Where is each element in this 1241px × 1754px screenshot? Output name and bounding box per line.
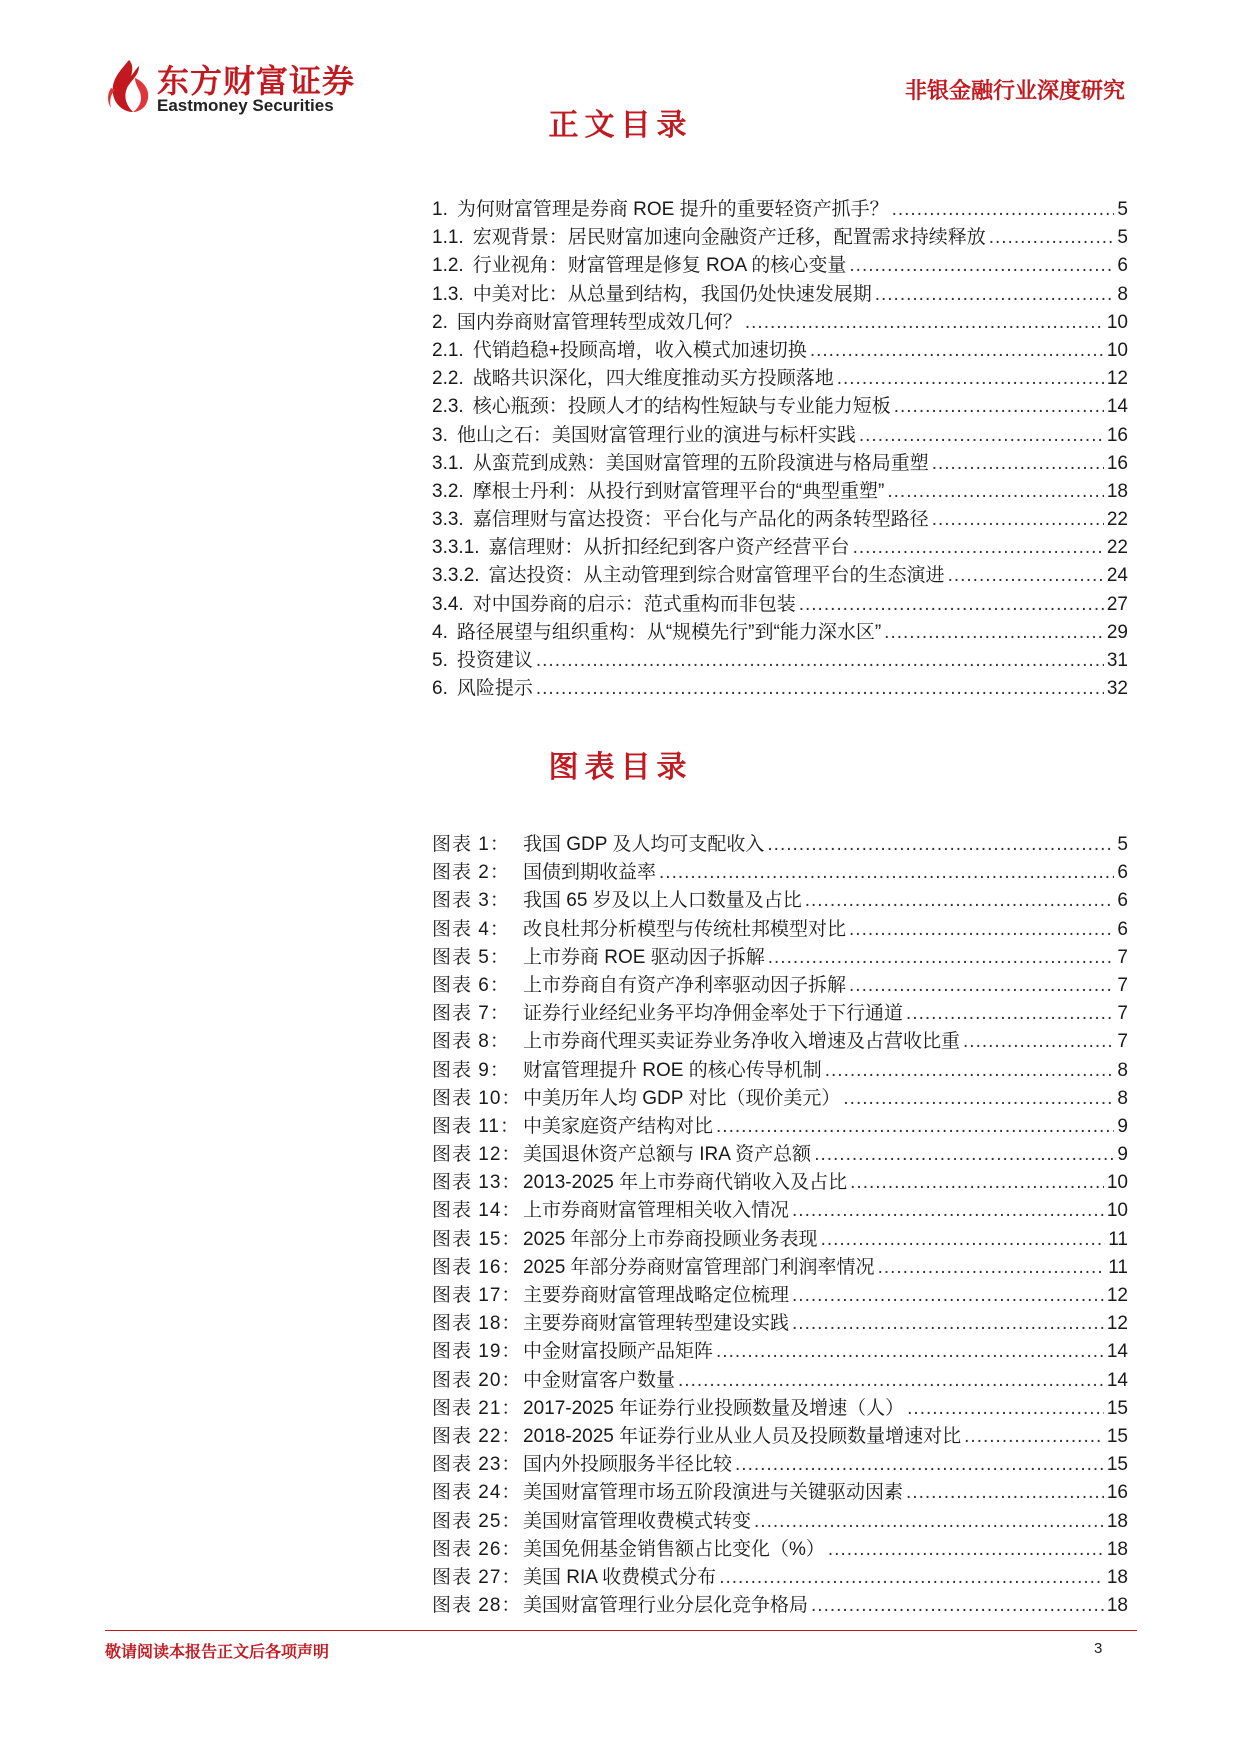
chart-index-entry[interactable] [432, 1365, 1128, 1393]
entry-title: 中金财富客户数量 [523, 1369, 676, 1391]
entry-number: 图表 20： [432, 1369, 522, 1391]
charts-toc-title: 图表目录 [548, 750, 693, 785]
entry-number: 5. [432, 650, 448, 671]
dot-leader [719, 1567, 1104, 1589]
dot-leader [536, 650, 1104, 672]
toc-entry[interactable] [432, 617, 1128, 645]
entry-number: 3. [432, 424, 448, 446]
entry-title: 行业视角：财富管理是修复 ROA 的核心变量 [472, 255, 847, 277]
entry-page-number: 18 [1106, 1538, 1128, 1560]
chart-index-entry[interactable] [432, 1449, 1128, 1477]
entry-title: 战略共识深化，四大维度推动买方投顾落地 [472, 368, 834, 390]
dot-leader [716, 1341, 1104, 1363]
entry-title: 主要券商财富管理战略定位梳理 [523, 1285, 790, 1306]
entry-number: 图表 19： [432, 1341, 522, 1363]
dot-leader [906, 1482, 1104, 1504]
entry-page-number: 6 [1117, 890, 1128, 912]
entry-title: 对中国券商的启示：范式重构而非包装 [472, 593, 796, 615]
dot-leader [828, 1539, 1104, 1561]
dot-leader [963, 1031, 1114, 1053]
entry-page-number: 12 [1106, 1285, 1128, 1306]
entry-number: 图表 5： [432, 946, 510, 968]
entry-page-number: 11 [1108, 1228, 1128, 1250]
chart-index-entry[interactable] [432, 1534, 1128, 1562]
entry-number: 1.1. [432, 227, 464, 249]
entry-title: 美国 RIA 收费模式分布 [523, 1566, 717, 1588]
dot-leader [825, 1060, 1115, 1082]
entry-number: 图表 2： [432, 862, 510, 884]
entry-page-number: 10 [1106, 1172, 1128, 1194]
entry-title: 摩根士丹利：从投行到财富管理平台的“典型重塑” [472, 480, 885, 502]
entry-page-number: 12 [1106, 1313, 1128, 1335]
toc-entry[interactable] [432, 532, 1128, 560]
entry-number: 图表 3： [432, 890, 510, 912]
entry-number: 图表 27： [432, 1566, 522, 1588]
entry-number: 3.1. [432, 452, 464, 474]
entry-title: 2018-2025 年证券行业从业人员及投顾数量增速对比 [523, 1425, 962, 1447]
entry-page-number: 11 [1108, 1256, 1128, 1278]
entry-title: 嘉信理财与富达投资：平台化与产品化的两条转型路径 [472, 509, 929, 531]
entry-page-number: 7 [1117, 1031, 1128, 1053]
toc-entry[interactable] [432, 589, 1128, 617]
dot-leader [745, 312, 1104, 334]
entry-page-number: 14 [1106, 1341, 1128, 1363]
toc-entry[interactable] [432, 279, 1128, 307]
entry-page-number: 22 [1106, 537, 1128, 559]
entry-number: 图表 21： [432, 1397, 522, 1419]
entry-number: 图表 17： [432, 1285, 522, 1306]
entry-page-number: 22 [1106, 509, 1128, 531]
entry-page-number: 10 [1106, 1200, 1128, 1222]
chart-index-entry[interactable] [432, 1224, 1128, 1252]
entry-number: 3.4. [432, 593, 464, 615]
toc-entry[interactable] [432, 391, 1128, 419]
entry-number: 2.1. [432, 339, 464, 361]
entry-title: 美国免佣基金销售额占比变化（%） [523, 1538, 825, 1560]
toc-entry[interactable] [432, 476, 1128, 504]
entry-number: 2.3. [432, 396, 464, 418]
dot-leader [850, 1172, 1104, 1194]
entry-title: 上市券商财富管理相关收入情况 [523, 1200, 790, 1222]
disclaimer-note: 敬请阅读本报告正文后各项声明 [105, 1644, 330, 1661]
entry-page-number: 9 [1117, 1115, 1128, 1137]
footer-divider [105, 1630, 1137, 1631]
entry-page-number: 7 [1117, 1003, 1128, 1025]
entry-page-number: 14 [1106, 396, 1128, 418]
entry-page-number: 16 [1106, 452, 1128, 474]
dot-leader [678, 1370, 1104, 1392]
dot-leader [814, 1144, 1114, 1166]
dot-leader [821, 1229, 1106, 1251]
chart-index-entry[interactable] [432, 1421, 1128, 1449]
entry-title: 嘉信理财：从折扣经纪到客户资产经营平台 [488, 537, 850, 559]
chart-index-entry[interactable] [432, 914, 1128, 942]
entry-title: 上市券商自有资产净利率驱动因子拆解 [523, 974, 847, 996]
dot-leader [932, 509, 1104, 531]
entry-title: 中美历年人均 GDP 对比（现价美元） [523, 1087, 841, 1109]
entry-page-number: 6 [1117, 918, 1128, 940]
toc-entry[interactable] [432, 560, 1128, 588]
entry-title: 中美对比：从总量到结构，我国仍处快速发展期 [472, 283, 872, 305]
entry-number: 图表 16： [432, 1256, 522, 1278]
report-type: 非银金融行业深度研究 [904, 78, 1125, 103]
dot-leader [659, 862, 1114, 884]
chart-index-entry[interactable] [432, 1562, 1128, 1590]
entry-page-number: 18 [1106, 1510, 1128, 1532]
entry-title: 为何财富管理是券商 ROE 提升的重要轻资产抓手？ [456, 199, 889, 220]
dot-leader [792, 1285, 1104, 1307]
entry-title: 主要券商财富管理转型建设实践 [523, 1313, 790, 1335]
toc-entry[interactable] [432, 307, 1128, 335]
entry-page-number: 6 [1117, 862, 1128, 884]
toc-entry[interactable] [432, 250, 1128, 278]
entry-title: 美国财富管理收费模式转变 [523, 1510, 752, 1532]
dot-leader [948, 565, 1104, 587]
entry-number: 4. [432, 621, 448, 643]
toc-entry[interactable] [432, 222, 1128, 250]
dot-leader [735, 1454, 1104, 1476]
chart-index-entry[interactable] [432, 1590, 1128, 1618]
entry-page-number: 15 [1106, 1425, 1128, 1447]
dot-leader [875, 284, 1115, 306]
dot-leader [989, 227, 1115, 249]
entry-title: 宏观背景：居民财富加速向金融资产迁移，配置需求持续释放 [472, 227, 986, 249]
toc-entry[interactable] [432, 504, 1128, 532]
entry-page-number: 18 [1106, 1595, 1128, 1617]
entry-title: 国债到期收益率 [523, 862, 657, 884]
chart-index-entry[interactable] [432, 1280, 1128, 1308]
dot-leader [906, 1003, 1114, 1025]
entry-title: 路径展望与组织重构：从“规模先行”到“能力深水区” [456, 621, 882, 643]
entry-title: 我国 GDP 及人均可支配收入 [523, 834, 765, 855]
entry-page-number: 29 [1106, 621, 1128, 643]
chart-index-entry[interactable] [432, 1026, 1128, 1054]
entry-number: 3.3. [432, 509, 464, 531]
entry-number: 3.3.2. [432, 565, 480, 587]
dot-leader [892, 199, 1115, 221]
entry-page-number: 8 [1117, 283, 1128, 305]
entry-number: 图表 4： [432, 918, 510, 940]
chart-index-entry[interactable] [432, 857, 1128, 885]
entry-number: 1.2. [432, 255, 464, 277]
dot-leader [849, 975, 1114, 997]
entry-number: 图表 26： [432, 1538, 522, 1560]
dot-leader [754, 1511, 1104, 1533]
entry-title: 我国 65 岁及以上人口数量及占比 [523, 890, 802, 912]
entry-title: 风险提示 [456, 678, 533, 700]
entry-page-number: 27 [1106, 593, 1128, 615]
dot-leader [887, 481, 1104, 503]
dot-leader [767, 834, 1114, 856]
entry-title: 美国退休资产总额与 IRA 资产总额 [523, 1144, 812, 1166]
toc-entry[interactable] [432, 673, 1128, 701]
entry-page-number: 15 [1106, 1454, 1128, 1476]
entry-number: 图表 15： [432, 1228, 522, 1250]
entry-title: 国内券商财富管理转型成效几何？ [456, 311, 742, 333]
chart-index-entry[interactable] [432, 998, 1128, 1026]
entry-number: 图表 10： [432, 1087, 522, 1109]
chart-index-entry[interactable] [432, 970, 1128, 998]
dot-leader [849, 255, 1114, 277]
chart-index-entry[interactable] [432, 1083, 1128, 1111]
entry-page-number: 5 [1117, 199, 1128, 220]
entry-number: 2.2. [432, 368, 464, 390]
dot-leader [837, 368, 1104, 390]
dot-leader [932, 453, 1104, 475]
chart-index-entry[interactable] [432, 1252, 1128, 1280]
entry-title: 2025 年部分上市券商投顾业务表现 [523, 1228, 818, 1250]
entry-number: 图表 24： [432, 1482, 522, 1504]
entry-number: 图表 18： [432, 1313, 522, 1335]
entry-number: 图表 1： [432, 834, 510, 855]
entry-number: 1.3. [432, 283, 464, 305]
chart-index-entry[interactable] [432, 1308, 1128, 1336]
entry-title: 核心瓶颈：投顾人才的结构性短缺与专业能力短板 [472, 396, 891, 418]
entry-title: 上市券商代理买卖证券业务净收入增速及占营收比重 [523, 1031, 961, 1053]
dot-leader [810, 340, 1104, 362]
dot-leader [884, 622, 1104, 644]
entry-number: 图表 11： [432, 1115, 521, 1137]
toc-entry[interactable] [432, 645, 1128, 673]
entry-number: 3.3.1. [432, 537, 480, 559]
entry-page-number: 31 [1106, 650, 1128, 671]
chart-index-entry[interactable] [432, 1167, 1128, 1195]
entry-title: 中金财富投顾产品矩阵 [523, 1341, 714, 1363]
dot-leader [907, 1398, 1104, 1420]
entry-page-number: 10 [1106, 339, 1128, 361]
chart-index-entry[interactable] [432, 829, 1128, 857]
toc-entry[interactable] [432, 448, 1128, 476]
entry-number: 2. [432, 311, 448, 333]
entry-page-number: 15 [1106, 1397, 1128, 1419]
entry-title: 证券行业经纪业务平均净佣金率处于下行通道 [523, 1003, 904, 1025]
entry-page-number: 5 [1117, 227, 1128, 249]
entry-title: 国内外投顾服务半径比较 [523, 1454, 733, 1476]
dot-leader [894, 396, 1104, 418]
entry-page-number: 8 [1117, 1059, 1128, 1081]
entry-number: 图表 14： [432, 1200, 522, 1222]
entry-page-number: 18 [1106, 480, 1128, 502]
dot-leader [799, 594, 1104, 616]
entry-page-number: 5 [1117, 834, 1128, 855]
entry-title: 从蛮荒到成熟：美国财富管理的五阶段演进与格局重塑 [472, 452, 929, 474]
entry-title: 改良杜邦分析模型与传统杜邦模型对比 [523, 918, 847, 940]
dot-leader [849, 919, 1114, 941]
dot-leader [843, 1088, 1114, 1110]
chart-index-entry[interactable] [432, 1055, 1128, 1083]
dot-leader [792, 1313, 1104, 1335]
dot-leader [768, 947, 1115, 969]
toc-entry[interactable] [432, 194, 1128, 222]
entry-number: 1. [432, 199, 448, 220]
dot-leader [853, 537, 1104, 559]
chart-index [432, 829, 1128, 1618]
entry-title: 投资建议 [456, 650, 533, 671]
entry-number: 3.2. [432, 480, 464, 502]
dot-leader [792, 1200, 1104, 1222]
entry-number: 图表 7： [432, 1003, 510, 1025]
entry-page-number: 9 [1117, 1144, 1128, 1166]
entry-page-number: 10 [1106, 311, 1128, 333]
entry-page-number: 6 [1117, 255, 1128, 277]
chart-index-entry[interactable] [432, 1336, 1128, 1364]
entry-page-number: 7 [1117, 946, 1128, 968]
entry-number: 图表 13： [432, 1172, 522, 1194]
entry-title: 上市券商 ROE 驱动因子拆解 [523, 946, 765, 968]
toc-title: 正文目录 [548, 108, 693, 143]
entry-number: 图表 9： [432, 1059, 510, 1081]
chart-index-entry[interactable] [432, 1195, 1128, 1223]
dot-leader [716, 1116, 1114, 1138]
entry-page-number: 16 [1106, 1482, 1128, 1504]
entry-number: 图表 23： [432, 1454, 522, 1476]
dot-leader [811, 1595, 1104, 1617]
entry-number: 图表 22： [432, 1425, 522, 1447]
entry-title: 他山之石：美国财富管理行业的演进与标杆实践 [456, 424, 856, 446]
toc-entry[interactable] [432, 420, 1128, 448]
entry-page-number: 18 [1106, 1566, 1128, 1588]
chart-index-entry[interactable] [432, 1477, 1128, 1505]
entry-title: 中美家庭资产结构对比 [523, 1115, 714, 1137]
logo-chinese-text: 东方财富证券 [157, 63, 356, 99]
entry-number: 图表 28： [432, 1595, 522, 1617]
chart-index-entry[interactable] [432, 1506, 1128, 1534]
toc-entry[interactable] [432, 335, 1128, 363]
entry-page-number: 32 [1106, 678, 1128, 700]
chart-index-entry[interactable] [432, 1111, 1128, 1139]
entry-page-number: 8 [1117, 1087, 1128, 1109]
entry-page-number: 24 [1106, 565, 1128, 587]
entry-page-number: 12 [1106, 368, 1128, 390]
entry-title: 美国财富管理市场五阶段演进与关键驱动因素 [523, 1482, 904, 1504]
entry-title: 美国财富管理行业分层化竞争格局 [523, 1595, 809, 1617]
table-of-contents [432, 194, 1128, 701]
entry-number: 图表 12： [432, 1144, 522, 1166]
entry-page-number: 16 [1106, 424, 1128, 446]
dot-leader [805, 890, 1115, 912]
entry-title: 代销趋稳+投顾高增，收入模式加速切换 [472, 339, 807, 361]
chart-index-entry[interactable] [432, 1139, 1128, 1167]
entry-number: 6. [432, 678, 448, 700]
dot-leader [878, 1257, 1106, 1279]
dot-leader [536, 678, 1104, 700]
entry-title: 财富管理提升 ROE 的核心传导机制 [523, 1059, 822, 1081]
chart-index-entry[interactable] [432, 885, 1128, 913]
entry-title: 2013-2025 年上市券商代销收入及占比 [523, 1172, 848, 1194]
chart-index-entry[interactable] [432, 942, 1128, 970]
page-number: 3 [1094, 1640, 1103, 1657]
entry-title: 2025 年部分券商财富管理部门利润率情况 [523, 1256, 875, 1278]
entry-page-number: 14 [1106, 1369, 1128, 1391]
entry-number: 图表 8： [432, 1031, 510, 1053]
dot-leader [964, 1426, 1104, 1448]
entry-page-number: 7 [1117, 974, 1128, 996]
entry-title: 2017-2025 年证券行业投顾数量及增速（人） [523, 1397, 905, 1419]
entry-number: 图表 25： [432, 1510, 522, 1532]
entry-number: 图表 6： [432, 974, 510, 996]
entry-title: 富达投资：从主动管理到综合财富管理平台的生态演进 [488, 565, 945, 587]
dot-leader [859, 425, 1104, 447]
chart-index-entry[interactable] [432, 1393, 1128, 1421]
logo-english-text: Eastmoney Securities [157, 96, 334, 115]
toc-entry[interactable] [432, 363, 1128, 391]
